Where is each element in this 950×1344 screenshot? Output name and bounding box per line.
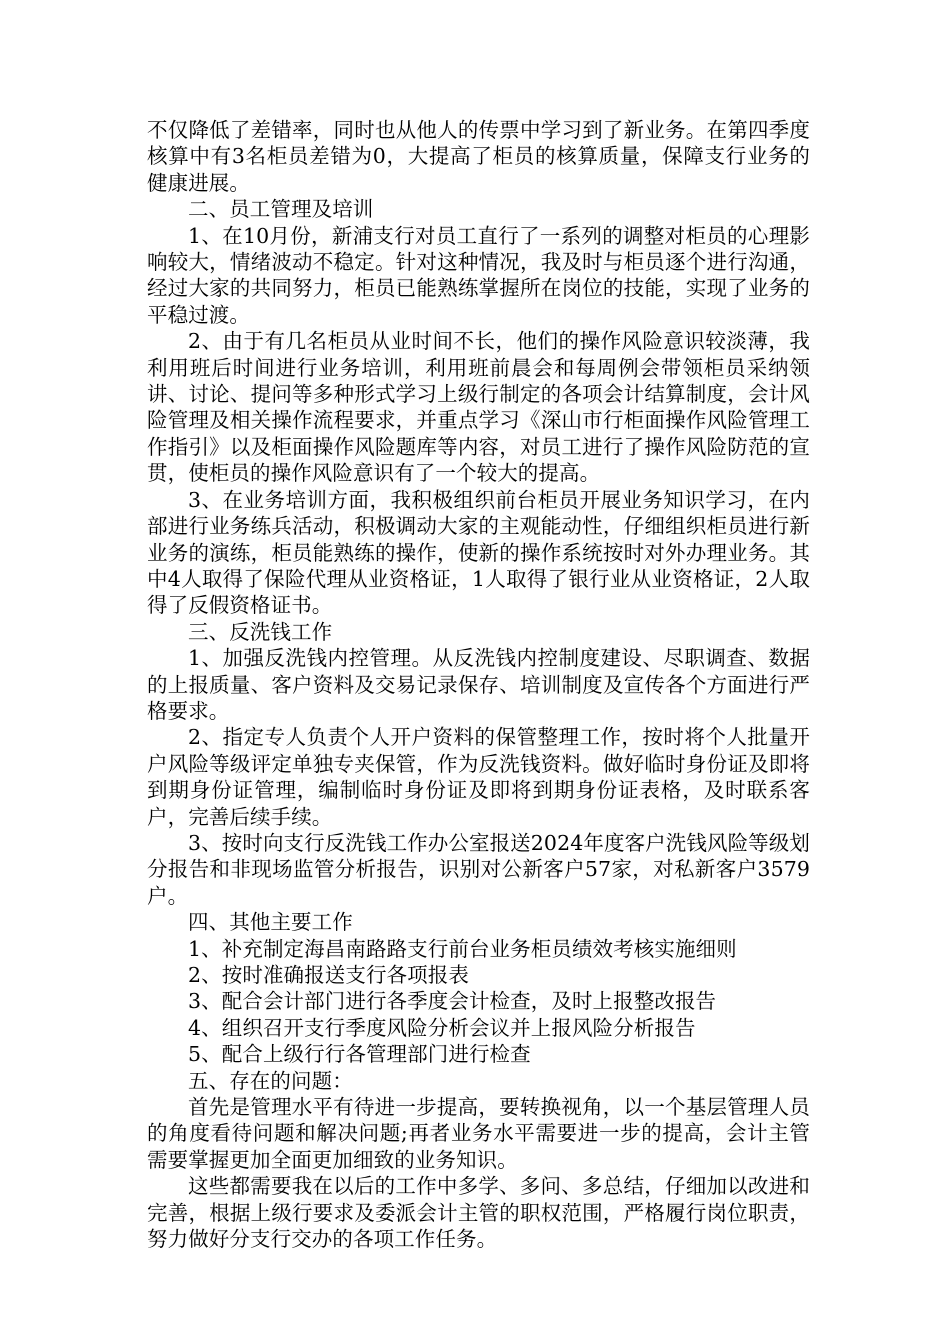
list-item: 5、配合上级行行各管理部门进行检查: [188, 1042, 531, 1067]
section-heading: 三、反洗钱工作: [188, 619, 333, 644]
list-item: 3、配合会计部门进行各季度会计检查，及时上报整改报告: [188, 989, 717, 1014]
document-body: [147, 117, 810, 1252]
section-heading: 二、员工管理及培训: [188, 197, 374, 222]
body-paragraph: 2、由于有几名柜员从业时间不长，他们的操作风险意识较淡薄，我利用班后时间进行业务培训，利用班前晨会和每周例会带领柜员采纳领讲、讨论、提问等多种形式学习上级行制定的各项会计结算制度，会计风险管理及相关操作流程要求，并重点学习《深山市行柜面操作风险管理工作指引》以及柜面操作风险题库等内容，对员工进行了操作风险防范的宣贯，使柜员的操作风险意识有了一个较大的提高。: [147, 329, 810, 486]
section-heading: 四、其他主要工作: [188, 910, 353, 935]
body-paragraph: 1、在10月份，新浦支行对员工直行了一系列的调整对柜员的心理影响较大，情绪波动不稳定。针对这种情况，我及时与柜员逐个进行沟通，经过大家的共同努力，柜员已能熟练掌握所在岗位的技能，实现了业务的平稳过渡。: [147, 223, 810, 327]
body-paragraph: 首先是管理水平有待进一步提高，要转换视角，以一个基层管理人员的角度看待问题和解决问题;再者业务水平需要进一步的提高，会计主管需要掌握更加全面更加细致的业务知识。: [147, 1095, 810, 1172]
list-item: 2、按时准确报送支行各项报表: [188, 963, 469, 987]
body-paragraph: 2、指定专人负责个人开户资料的保管整理工作，按时将个人批量开户风险等级评定单独专夹保管，作为反洗钱资料。做好临时身份证及即将到期身份证管理，编制临时身份证及即将到期身份证表格，及时联系客户，完善后续手续。: [147, 725, 810, 829]
list-item: 4、组织召开支行季度风险分析会议并上报风险分析报告: [188, 1015, 696, 1040]
body-paragraph: 不仅降低了差错率，同时也从他人的传票中学习到了新业务。在第四季度核算中有3名柜员差错为0，大提高了柜员的核算质量，保障支行业务的健康进展。: [147, 118, 810, 195]
body-paragraph: 这些都需要我在以后的工作中多学、多问、多总结，仔细加以改进和完善，根据上级行要求及委派会计主管的职权范围，严格履行岗位职责，努力做好分支行交办的各项工作任务。: [147, 1174, 810, 1252]
body-paragraph: 1、加强反洗钱内控管理。从反洗钱内控制度建设、尽职调查、数据的上报质量、客户资料及交易记录保存、培训制度及宣传各个方面进行严格要求。: [147, 646, 810, 723]
body-paragraph: 3、在业务培训方面，我积极组织前台柜员开展业务知识学习，在内部进行业务练兵活动，积极调动大家的主观能动性，仔细组织柜员进行新业务的演练，柜员能熟练的操作，使新的操作系统按时对外办理业务。其中4人取得了保险代理从业资格证，1人取得了银行业从业资格证，2人取得了反假资格证书。: [147, 487, 810, 618]
list-item: 1、补充制定海昌南路路支行前台业务柜员绩效考核实施细则: [188, 936, 737, 961]
section-heading: 五、存在的问题：: [188, 1068, 353, 1093]
body-paragraph: 3、按时向支行反洗钱工作办公室报送2024年度客户洗钱风险等级划分报告和非现场监管分析报告，识别对公新客户57家，对私新客户3579户。: [147, 830, 810, 908]
